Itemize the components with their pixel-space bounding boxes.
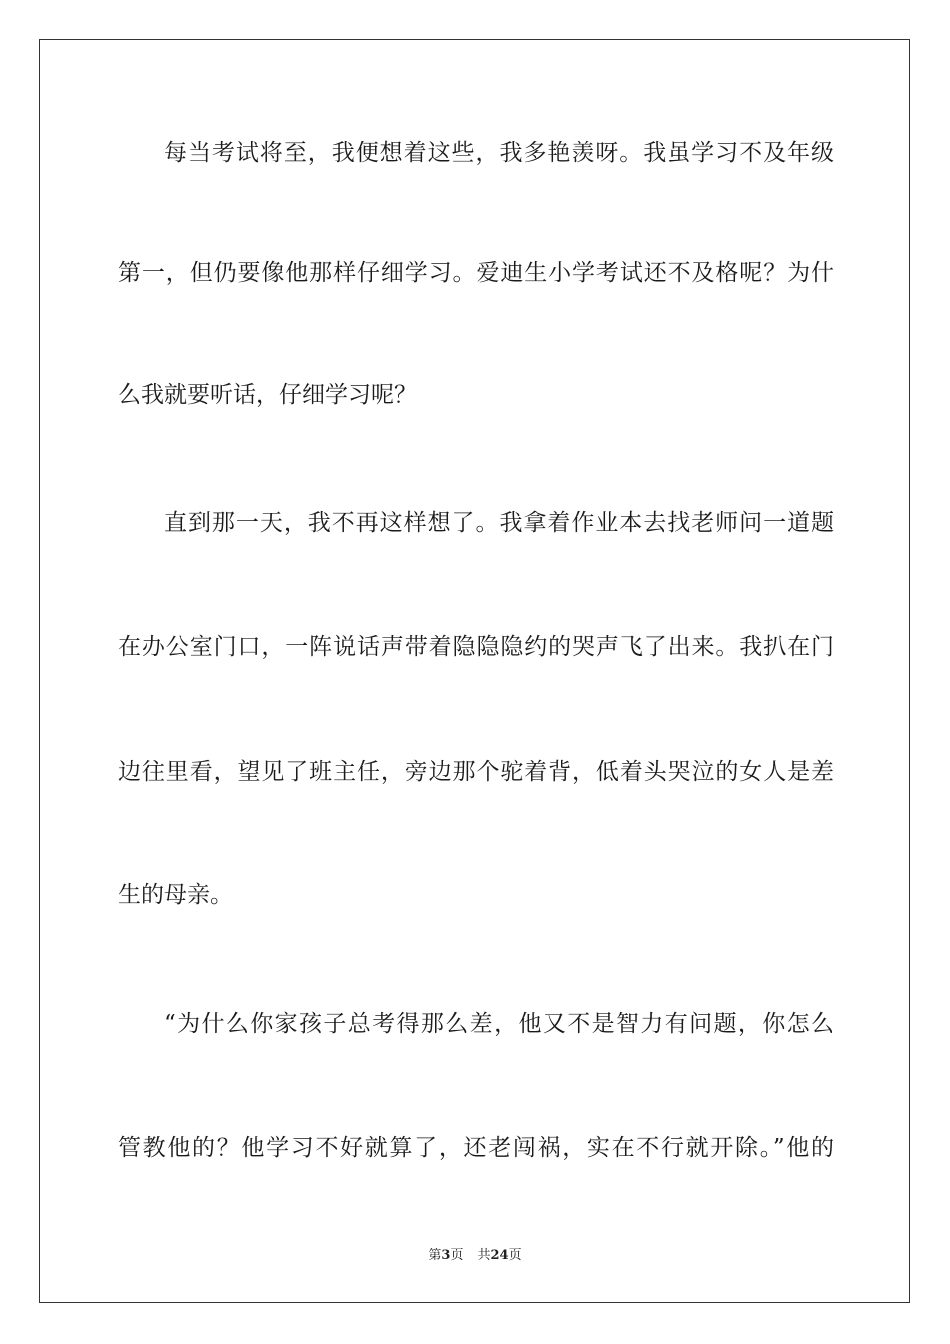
text-line: 么我就要听话，仔细学习呢？ (118, 382, 417, 408)
text-line: 生的母亲。 (118, 882, 233, 908)
text-line: 直到那一天，我不再这样想了。我拿着作业本去找老师问一道题 (164, 510, 834, 536)
text-line: 每当考试将至，我便想着这些，我多艳羡呀。我虽学习不及年级 (164, 140, 834, 166)
total-suffix: 页 (508, 1248, 522, 1263)
text-line: 第一，但仍要像他那样仔细学习。爱迪生小学考试还不及格呢？为什 (118, 260, 834, 286)
text-line: 在办公室门口，一阵说话声带着隐隐隐约的哭声飞了出来。我扒在门 (118, 634, 834, 660)
page-footer (0, 1247, 950, 1265)
text-line: 边往里看，望见了班主任，旁边那个驼着背，低着头哭泣的女人是差 (118, 759, 834, 785)
total-prefix: 共 (477, 1248, 491, 1263)
page-prefix: 第 (428, 1248, 442, 1263)
page-border (39, 39, 910, 1303)
text-line: 管教他的？他学习不好就算了，还老闯祸，实在不行就开除。”他的 (118, 1135, 834, 1161)
page-suffix: 页 (450, 1248, 464, 1263)
total-pages: 24 (490, 1248, 509, 1263)
page-number: 3 (441, 1248, 451, 1263)
text-line: “为什么你家孩子总考得那么差，他又不是智力有问题，你怎么 (164, 1011, 834, 1037)
